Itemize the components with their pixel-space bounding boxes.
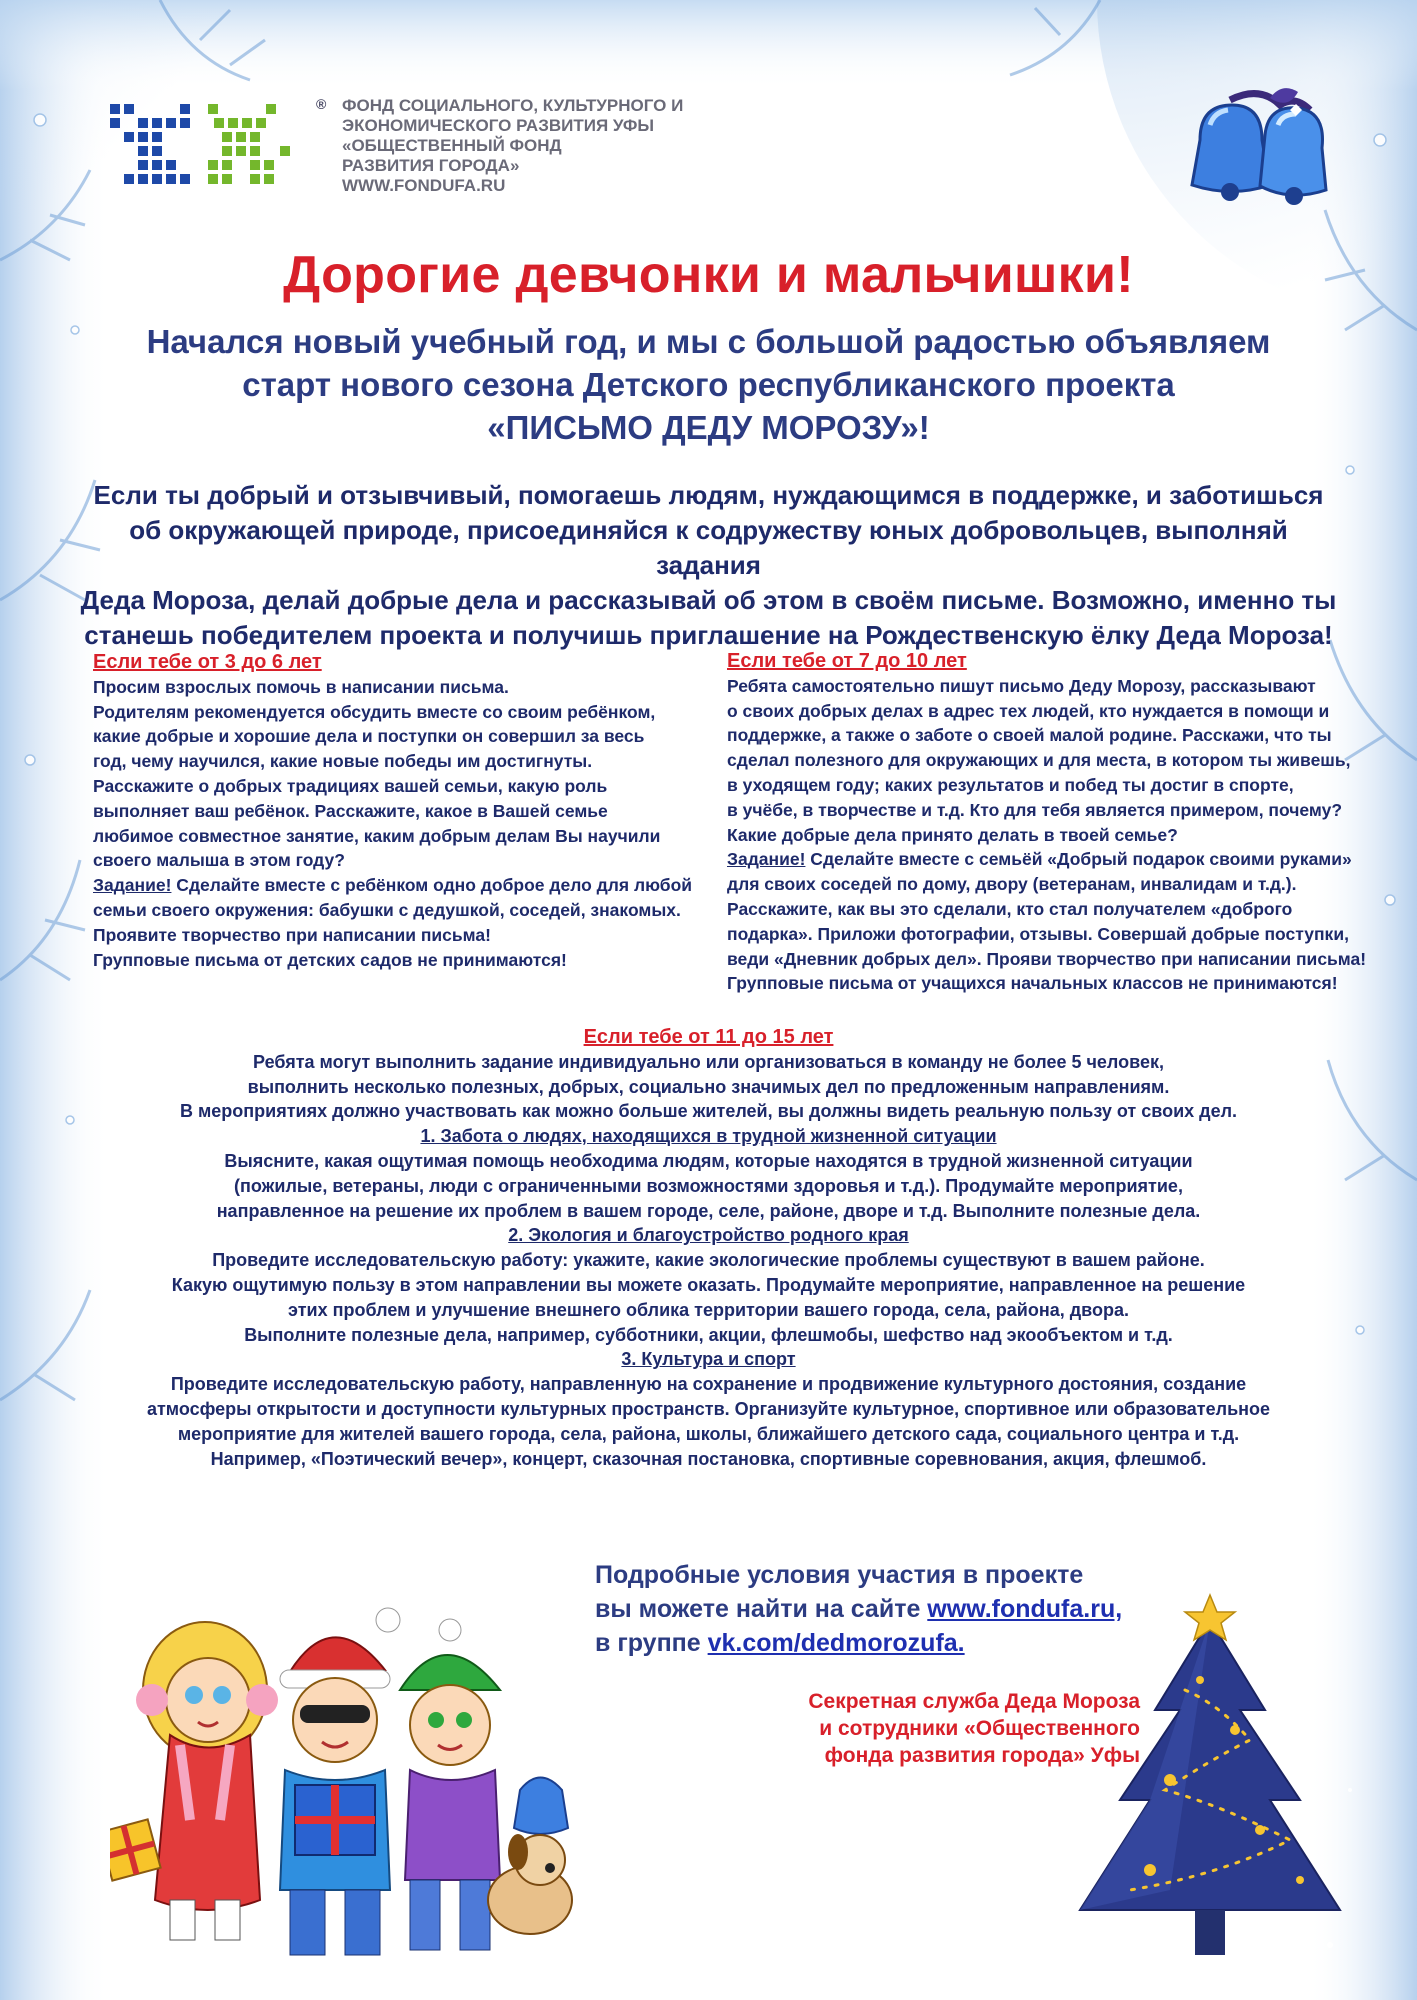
task-text: Сделайте вместе с семьёй «Добрый подарок своими руками» (805, 849, 1352, 870)
direction-heading: 3. Культура и спорт (621, 1349, 796, 1370)
text-line: выполнить несколько полезных, добрых, социально значимых дел по предложенным направлениям. (247, 1076, 1170, 1097)
text-line: Ребята самостоятельно пишут письмо Деду Морозу, рассказывают (727, 675, 1316, 696)
fondufa-logo-icon (110, 100, 300, 200)
text-line: о своих добрых делах в адрес тех людей, кто нуждается в помощи и (727, 700, 1330, 721)
text-line: атмосферы открытости и доступности культурных пространств. Организуйте культурное, спортивное или образовательное (146, 1398, 1271, 1419)
task-label: Задание! (93, 875, 172, 896)
text-line: этих проблем и улучшение внешнего облика территории вашего города, села, района, двора. (288, 1299, 1129, 1320)
registered-mark: ® (316, 96, 327, 112)
bells-icon (1170, 80, 1350, 210)
info-text: вы можете найти на сайте (595, 1595, 928, 1623)
intro-line: Деда Мороза, делай добрые дела и рассказывай об этом в своём письме. Возможно, именно ты (80, 585, 1337, 615)
subtitle-line: Начался новый учебный год, и мы с большой радостью объявляем (146, 323, 1271, 360)
section-ages-3-6 (93, 650, 693, 972)
intro-line: станешь победителем проекта и получишь приглашение на Рождественскую ёлку Деда Мороза! (84, 620, 1333, 650)
text-line: Просим взрослых помочь в написании письма. (93, 676, 509, 697)
org-line: РАЗВИТИЯ ГОРОДА» (342, 156, 520, 175)
text-line: Выясните, какая ощутимая помощь необходима людям, которые находятся в трудной жизненной ситуации (224, 1150, 1193, 1171)
section-ages-7-10 (727, 649, 1367, 996)
signature-line: фонда развития города» Уфы (824, 1744, 1140, 1767)
text-line: для своих соседей по дому, двору (ветеранам, инвалидам и т.д.). (727, 874, 1297, 895)
text-line: Ребята могут выполнить задание индивидуально или организоваться в команду не более 5 человек, (253, 1051, 1164, 1072)
task-line (93, 873, 693, 898)
text-line: Родителям рекомендуется обсудить вместе со своим ребёнком, (93, 701, 656, 722)
vk-group-link[interactable]: vk.com/dedmorozufa. (707, 1629, 965, 1657)
intro-paragraph (80, 478, 1337, 653)
text-line: мероприятие для жителей вашего города, села, района, школы, ближайшего детского сада, социального центра и т.д. (177, 1423, 1240, 1444)
text-line: любимое совместное занятие, каким добрым делам Вы научили (93, 825, 661, 846)
intro-line: об окружающей природе, присоединяйся к содружеству юных добровольцев, выполняй задания (129, 515, 1288, 580)
text-line: какие добрые и хорошие дела и поступки он совершил за весь (93, 726, 645, 747)
subtitle-line: старт нового сезона Детского республиканского проекта (242, 366, 1175, 403)
text-line: веди «Дневник добрых дел». Прояви творчество при написании письма! (727, 948, 1367, 969)
organization-name (342, 96, 762, 196)
text-line: Какую ощутимую пользу в этом направлении вы можете оказать. Продумайте мероприятие, направленное на решение (171, 1274, 1246, 1295)
info-line: Подробные условия участия в проекте (595, 1561, 1084, 1589)
text-line: Проявите творчество при написании письма! (93, 924, 491, 945)
text-line: Расскажите о добрых традициях вашей семьи, какую роль (93, 775, 608, 796)
text-line: направленное на решение их проблем в вашем городе, селе, районе, дворе и т.д. Выполните полезные дела. (216, 1200, 1201, 1221)
direction-heading: 2. Экология и благоустройство родного края (508, 1225, 909, 1246)
text-line: в учёбе, в творчестве и т.д. Кто для тебя является примером, почему? (727, 799, 1343, 820)
task-text: Сделайте вместе с ребёнком одно доброе дело для любой (171, 875, 693, 896)
age-heading: Если тебе от 7 до 10 лет (727, 650, 967, 672)
signature-line: и сотрудники «Общественного (819, 1717, 1140, 1740)
org-line: ФОНД СОЦИАЛЬНОГО, КУЛЬТУРНОГО И (342, 96, 684, 115)
text-line: Какие добрые дела принято делать в твоей семье? (727, 824, 1178, 845)
text-line: выполняет ваш ребёнок. Расскажите, какое в Вашей семье (93, 800, 608, 821)
signature-line: Секретная служба Деда Мороза (808, 1690, 1140, 1713)
text-line: своего малыша в этом году? (93, 850, 345, 871)
age-heading: Если тебе от 11 до 15 лет (583, 1026, 834, 1048)
text-line: Проведите исследовательскую работу: укажите, какие экологические проблемы существуют в вашем районе. (212, 1250, 1205, 1271)
text-line: поддержке, а также о заботе о своей малой родине. Расскажи, что ты (727, 725, 1332, 746)
project-name: «ПИСЬМО ДЕДУ МОРОЗУ»! (487, 409, 930, 446)
text-line: год, чему научился, какие новые победы им достигнуты. (93, 751, 593, 772)
age-heading: Если тебе от 3 до 6 лет (93, 651, 322, 673)
text-line: семьи своего окружения: бабушки с дедушкой, соседей, знакомых. (93, 899, 681, 920)
task-line (727, 847, 1367, 872)
text-line: Групповые письма от детских садов не принимаются! (93, 949, 567, 970)
children-illustration (110, 1560, 630, 1970)
text-line: Выполните полезные дела, например, субботники, акции, флешмобы, шефство над экообъектом и т.д. (244, 1324, 1173, 1345)
page-title: Дорогие девчонки и мальчишки! (283, 246, 1134, 304)
intro-line: Если ты добрый и отзывчивый, помогаешь людям, нуждающимся в поддержке, и заботишься (93, 480, 1324, 510)
text-line: в уходящем году; каких результатов и побед ты достиг в спорте, (727, 774, 1294, 795)
org-website: WWW.FONDUFA.RU (342, 176, 506, 195)
task-label: Задание! (727, 849, 806, 870)
text-line: В мероприятиях должно участвовать как можно больше жителей, вы должны видеть реальную пользу от своих дел. (179, 1101, 1238, 1122)
text-line: Проведите исследовательскую работу, направленную на сохранение и продвижение культурного достояния, создание (170, 1374, 1247, 1395)
text-line: (пожилые, ветераны, люди с ограниченными возможностями здоровья и т.д.). Продумайте мероприятие, (234, 1175, 1183, 1196)
text-line: Например, «Поэтический вечер», концерт, сказочная постановка, спортивные соревнования, акция, флешмоб. (210, 1448, 1207, 1469)
text-line: Групповые письма от учащихся начальных классов не принимаются! (727, 973, 1338, 994)
fondufa-site-link[interactable]: www.fondufa.ru, (927, 1595, 1123, 1623)
direction-heading: 1. Забота о людях, находящихся в трудной жизненной ситуации (420, 1126, 997, 1147)
org-line: «ОБЩЕСТВЕННЫЙ ФОНД (342, 136, 562, 155)
subtitle (100, 320, 1317, 449)
info-text: в группе (595, 1629, 708, 1657)
org-line: ЭКОНОМИЧЕСКОГО РАЗВИТИЯ УФЫ (342, 116, 654, 135)
section-ages-11-15 (90, 1025, 1327, 1471)
christmas-tree-icon (1050, 1590, 1370, 1990)
text-line: сделал полезного для окружающих и для места, в котором ты живешь, (727, 750, 1351, 771)
text-line: Расскажите, как вы это сделали, кто стал получателем «доброго (727, 898, 1293, 919)
text-line: подарка». Приложи фотографии, отзывы. Совершай добрые поступки, (727, 923, 1349, 944)
